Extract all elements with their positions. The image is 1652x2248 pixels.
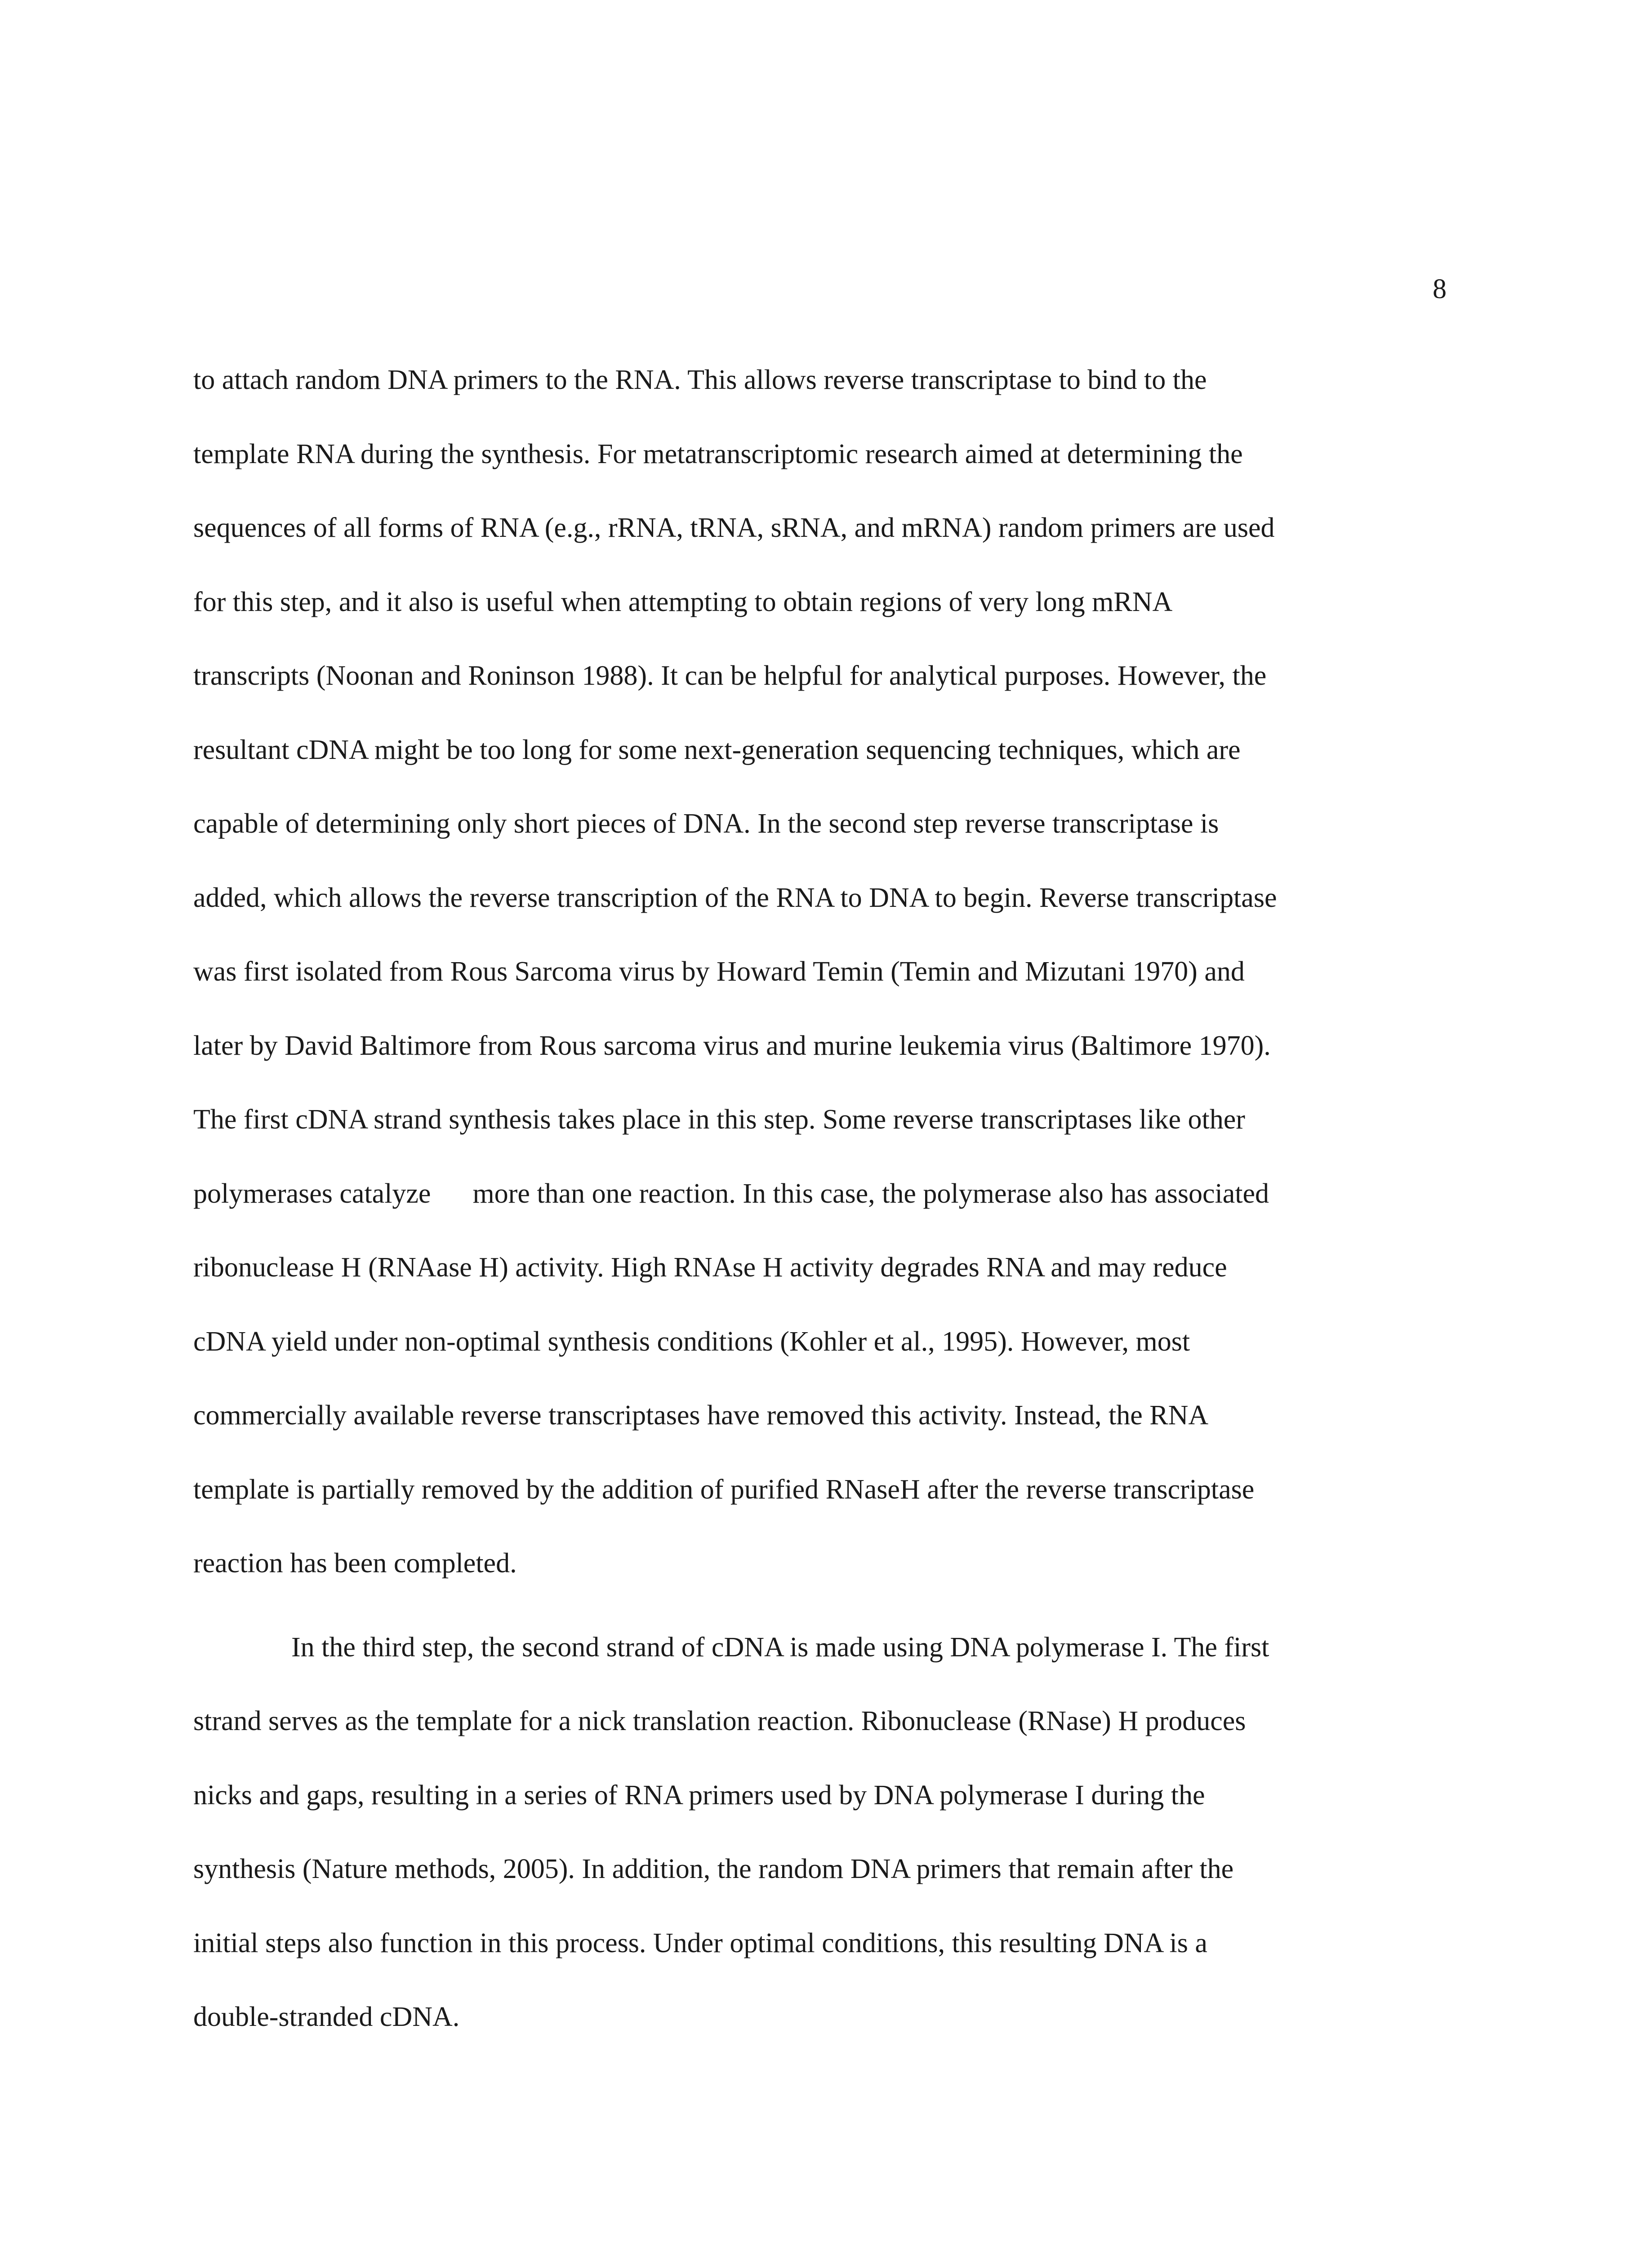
text-line: to attach random DNA primers to the RNA. This allows reverse transcriptase to bind to the bbox=[193, 365, 1207, 395]
text-line: template RNA during the synthesis. For metatranscriptomic research aimed at determining the bbox=[193, 438, 1243, 469]
text-line: polymerases catalyze more than one reaction. In this case, the polymerase also has associated bbox=[193, 1178, 1269, 1209]
text-line: double-stranded cDNA. bbox=[193, 2002, 460, 2032]
body-text bbox=[193, 364, 1452, 2075]
text-line: ribonuclease H (RNAase H) activity. High RNAse H activity degrades RNA and may reduce bbox=[193, 1252, 1227, 1283]
text-line: resultant cDNA might be too long for some next-generation sequencing techniques, which are bbox=[193, 734, 1241, 765]
text-line: reaction has been completed. bbox=[193, 1548, 517, 1579]
text-line: cDNA yield under non-optimal synthesis conditions (Kohler et al., 1995). However, most bbox=[193, 1326, 1190, 1357]
page-number: 8 bbox=[1433, 274, 1447, 304]
text-line: for this step, and it also is useful when attempting to obtain regions of very long mRNA bbox=[193, 586, 1173, 617]
text-line: template is partially removed by the addition of purified RNaseH after the reverse transcriptase bbox=[193, 1474, 1255, 1505]
text-line: strand serves as the template for a nick translation reaction. Ribonuclease (RNase) H produces bbox=[193, 1706, 1246, 1736]
text-line: commercially available reverse transcriptases have removed this activity. Instead, the RNA bbox=[193, 1400, 1209, 1431]
paragraph-2 bbox=[193, 1632, 1452, 2075]
text-line: was first isolated from Rous Sarcoma virus by Howard Temin (Temin and Mizutani 1970) and bbox=[193, 956, 1245, 987]
text-line: nicks and gaps, resulting in a series of RNA primers used by DNA polymerase I during the bbox=[193, 1780, 1205, 1811]
text-line: later by David Baltimore from Rous sarcoma virus and murine leukemia virus (Baltimore 1970). bbox=[193, 1030, 1271, 1061]
text-line: initial steps also function in this process. Under optimal conditions, this resulting DNA is a bbox=[193, 1927, 1207, 1958]
text-line: The first cDNA strand synthesis takes place in this step. Some reverse transcriptases like other bbox=[193, 1104, 1245, 1135]
text-line: added, which allows the reverse transcription of the RNA to DNA to begin. Reverse transcriptase bbox=[193, 882, 1277, 913]
text-line: In the third step, the second strand of cDNA is made using DNA polymerase I. The first bbox=[291, 1632, 1269, 1663]
text-line: transcripts (Noonan and Roninson 1988). It can be helpful for analytical purposes. However, the bbox=[193, 660, 1267, 691]
text-line: capable of determining only short pieces of DNA. In the second step reverse transcriptase is bbox=[193, 808, 1219, 839]
paragraph-1 bbox=[193, 364, 1452, 1622]
text-line: synthesis (Nature methods, 2005). In addition, the random DNA primers that remain after the bbox=[193, 1854, 1234, 1884]
paragraph-spacer bbox=[193, 1622, 1452, 1632]
text-line: sequences of all forms of RNA (e.g., rRNA, tRNA, sRNA, and mRNA) random primers are used bbox=[193, 513, 1275, 543]
